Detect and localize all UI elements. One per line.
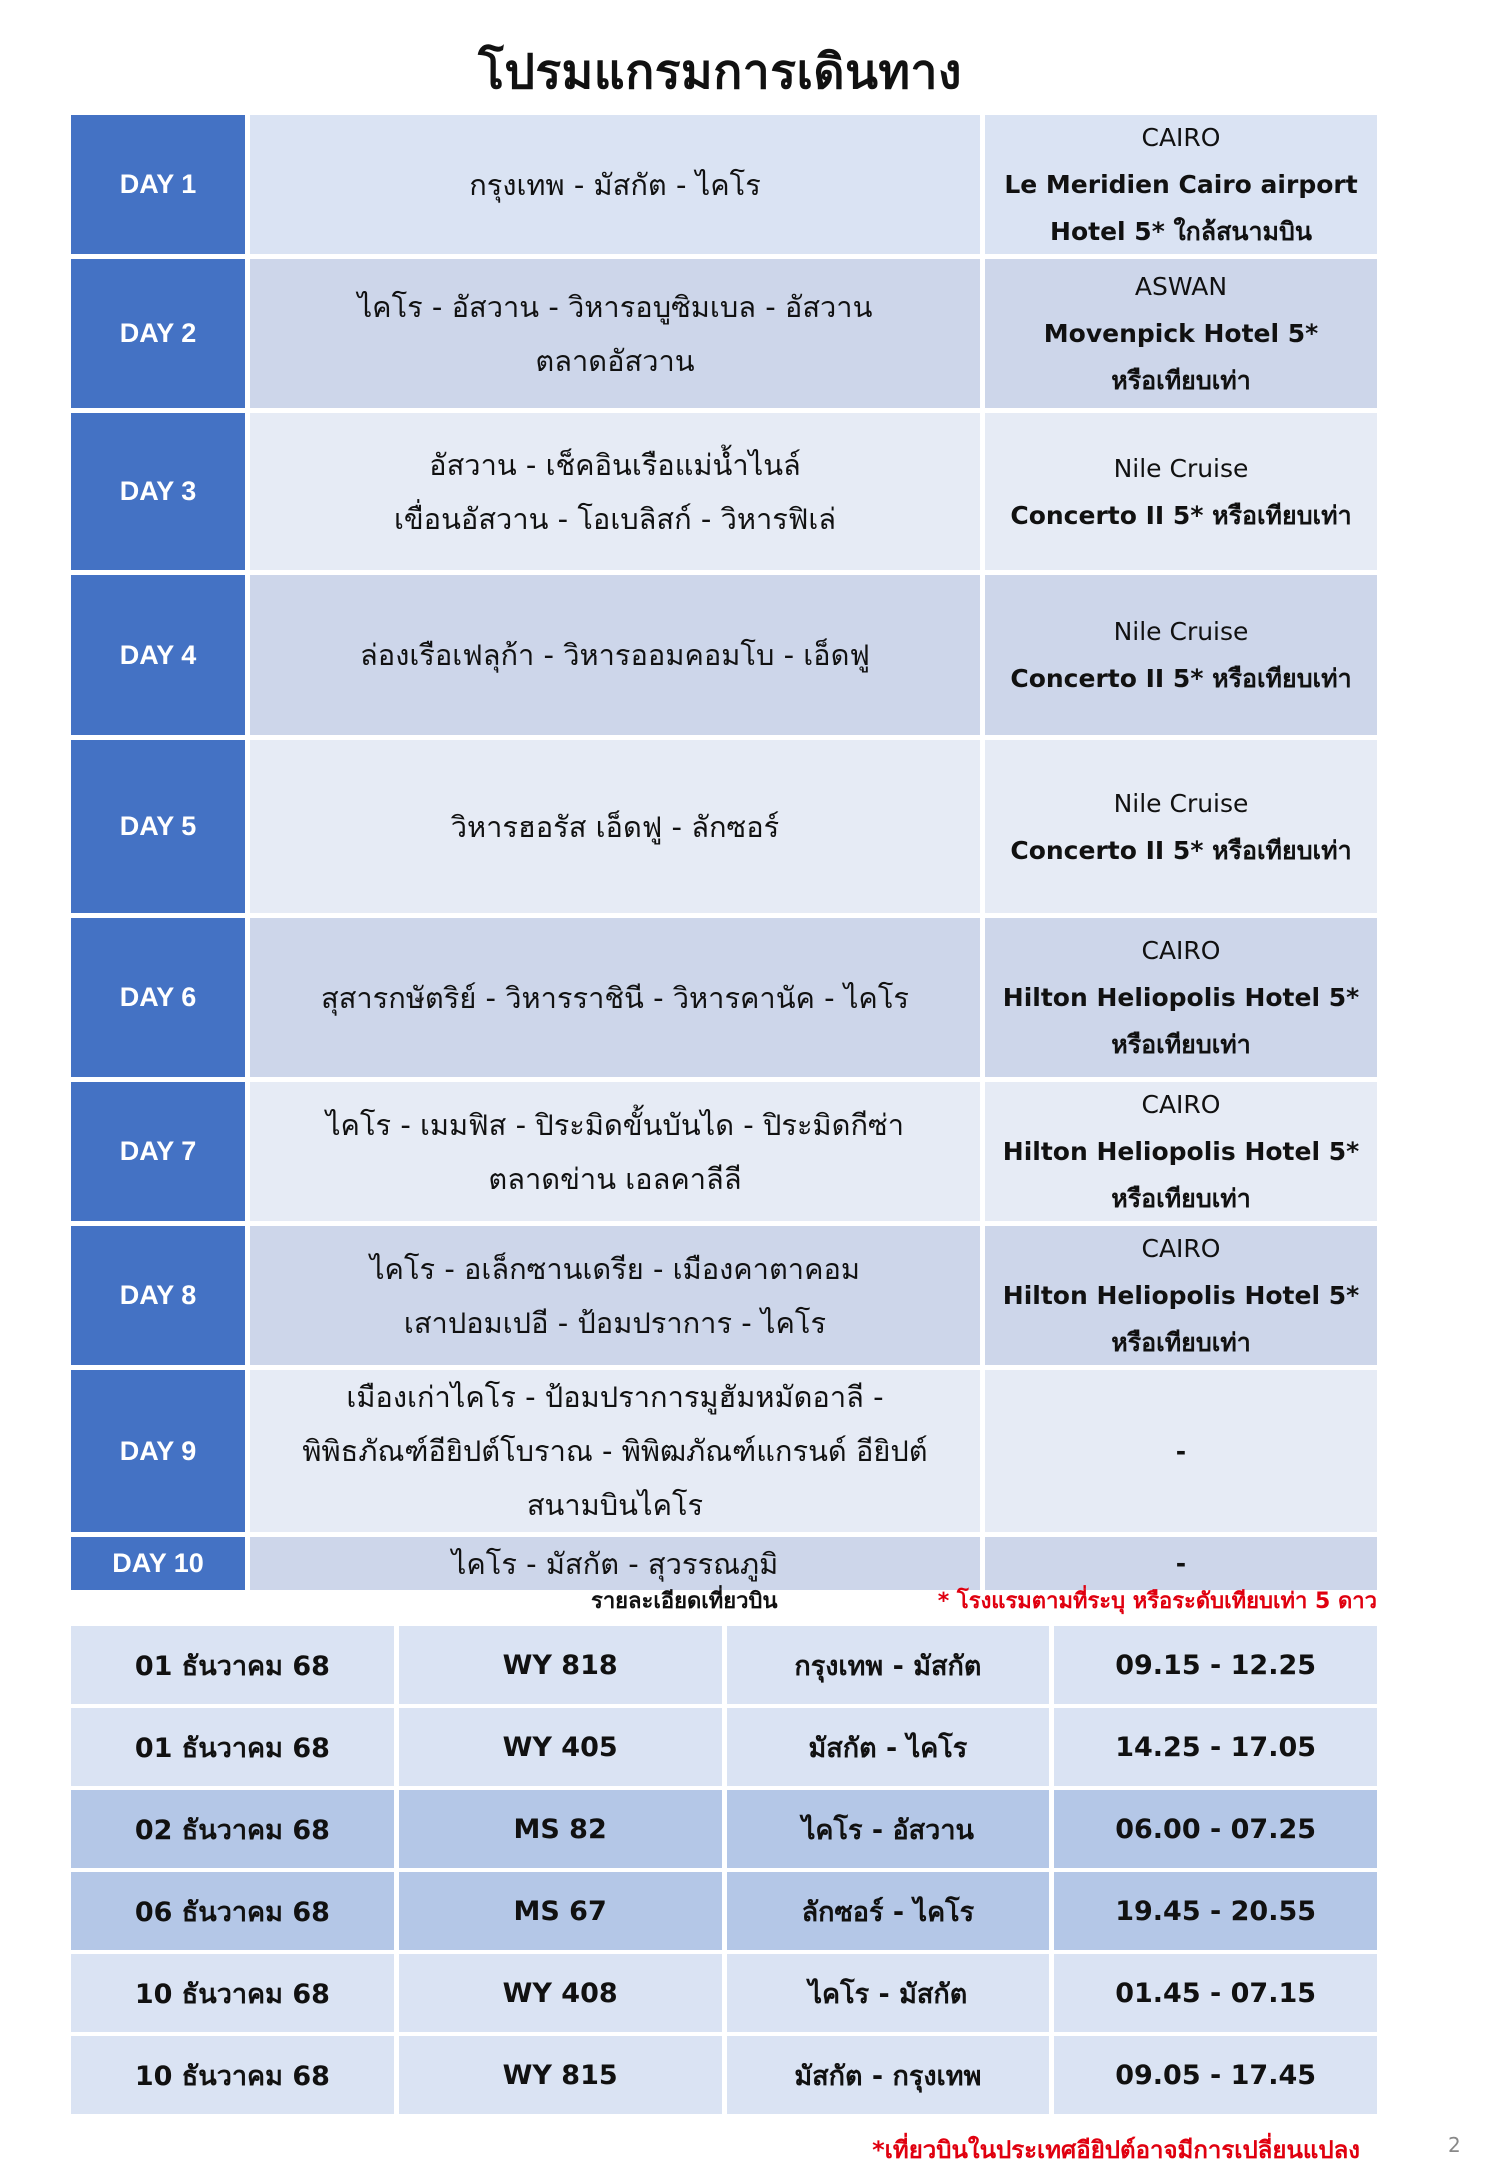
hotel-cell — [985, 1370, 1377, 1532]
hotel-line: Le Meridien Cairo airport — [1004, 170, 1358, 199]
route-line: กรุงเทพ - มัสกัต - ไคโร — [469, 167, 761, 202]
hotel-cell — [985, 575, 1377, 735]
flight-route: ไคโร - มัสกัต — [727, 1954, 1050, 2032]
day-label: DAY 4 — [71, 575, 245, 735]
route-cell — [250, 259, 980, 408]
flight-row — [71, 2036, 1377, 2114]
flight-date: 02 ธันวาคม 68 — [71, 1790, 394, 1868]
flight-table — [71, 1626, 1377, 2118]
route-line: เสาปอมเปอี - ป้อมปราการ - ไคโร — [403, 1305, 827, 1340]
route-cell — [250, 575, 980, 735]
flight-date: 01 ธันวาคม 68 — [71, 1708, 394, 1786]
city-name: CAIRO — [1141, 123, 1221, 152]
hotel-line: Hilton Heliopolis Hotel 5* — [1002, 983, 1360, 1012]
flight-row — [71, 1708, 1377, 1786]
city-name: CAIRO — [1141, 1090, 1221, 1119]
route-line: พิพิธภัณฑ์อียิปต์โบราณ - พิพิฒภัณฑ์แกรนด์ อียิปต์ — [302, 1434, 928, 1468]
hotel-line: Concerto II 5* หรือเทียบเท่า — [1010, 664, 1352, 693]
flight-route: กรุงเทพ - มัสกัต — [727, 1626, 1050, 1704]
hotel-line: - — [1175, 1549, 1187, 1578]
hotel-line: หรือเทียบเท่า — [1111, 1030, 1251, 1059]
flight-number: WY 818 — [399, 1626, 722, 1704]
hotel-line: Hotel 5* ใกล้สนามบิน — [1050, 217, 1312, 246]
flight-time: 09.05 - 17.45 — [1054, 2036, 1377, 2114]
itinerary-row — [71, 115, 1377, 254]
route-cell — [250, 413, 980, 570]
flight-row — [71, 1954, 1377, 2032]
itinerary-row — [71, 1082, 1377, 1221]
route-line: ไคโร - เมมฟิส - ปิระมิดขั้นบันได - ปิระมิดกีซ่า — [325, 1107, 905, 1142]
flight-date: 01 ธันวาคม 68 — [71, 1626, 394, 1704]
route-cell — [250, 1226, 980, 1365]
hotel-line: - — [1175, 1436, 1187, 1466]
route-cell — [250, 115, 980, 254]
day-label: DAY 7 — [71, 1082, 245, 1221]
flight-section-label: รายละเอียดเที่ยวบิน — [591, 1589, 778, 1614]
flight-date: 10 ธันวาคม 68 — [71, 2036, 394, 2114]
flight-time: 09.15 - 12.25 — [1054, 1626, 1377, 1704]
city-name: CAIRO — [1141, 936, 1221, 965]
hotel-note: * โรงแรมตามที่ระบุ หรือระดับเทียบเท่า 5 ดาว — [937, 1589, 1377, 1614]
city-name: Nile Cruise — [1113, 617, 1249, 646]
hotel-cell — [985, 115, 1377, 254]
day-label: DAY 9 — [71, 1370, 245, 1532]
hotel-line: หรือเทียบเท่า — [1111, 1328, 1251, 1357]
flight-number: MS 67 — [399, 1872, 722, 1950]
flight-route: ลักซอร์ - ไคโร — [727, 1872, 1050, 1950]
route-line: เมืองเก่าไคโร - ป้อมปราการมูฮัมหมัดอาลี - — [346, 1380, 884, 1414]
hotel-line: หรือเทียบเท่า — [1111, 366, 1251, 395]
route-cell — [250, 1370, 980, 1532]
flight-route: มัสกัต - ไคโร — [727, 1708, 1050, 1786]
itinerary-row — [71, 413, 1377, 570]
hotel-cell — [985, 413, 1377, 570]
hotel-line: Concerto II 5* หรือเทียบเท่า — [1010, 835, 1352, 865]
route-line: สนามบินไคโร — [526, 1488, 704, 1522]
route-cell — [250, 918, 980, 1077]
flight-time: 01.45 - 07.15 — [1054, 1954, 1377, 2032]
flight-time: 19.45 - 20.55 — [1054, 1872, 1377, 1950]
flight-time: 06.00 - 07.25 — [1054, 1790, 1377, 1868]
page-title: โปรมแกรมการเดินทาง — [478, 44, 962, 100]
route-cell — [250, 740, 980, 913]
flight-route: มัสกัต - กรุงเทพ — [727, 2036, 1050, 2114]
route-line: วิหารฮอรัส เอ็ดฟู - ลักซอร์ — [450, 809, 780, 844]
hotel-line: Movenpick Hotel 5* — [1043, 319, 1319, 348]
flight-number: WY 815 — [399, 2036, 722, 2114]
flight-time: 14.25 - 17.05 — [1054, 1708, 1377, 1786]
itinerary-row — [71, 918, 1377, 1077]
itinerary-row — [71, 575, 1377, 735]
flight-number: MS 82 — [399, 1790, 722, 1868]
flight-row — [71, 1790, 1377, 1868]
day-label: DAY 2 — [71, 259, 245, 408]
hotel-line: หรือเทียบเท่า — [1111, 1184, 1251, 1213]
route-line: ตลาดข่าน เอลคาลีลี — [488, 1161, 742, 1196]
hotel-cell — [985, 259, 1377, 408]
route-line: เขื่อนอัสวาน - โอเบลิสก์ - วิหารฟิเล่ — [393, 501, 837, 536]
hotel-line: Concerto II 5* หรือเทียบเท่า — [1010, 500, 1352, 530]
route-cell — [250, 1082, 980, 1221]
city-name: ASWAN — [1134, 272, 1228, 301]
itinerary-row — [71, 259, 1377, 408]
itinerary-row — [71, 1226, 1377, 1365]
route-line: ไคโร - อัสวาน - วิหารอบูซิมเบล - อัสวาน — [357, 289, 873, 324]
route-line: ล่องเรือเฟลุก้า - วิหารออมคอมโบ - เอ็ดฟู — [360, 638, 870, 672]
day-label: DAY 3 — [71, 413, 245, 570]
city-name: CAIRO — [1141, 1234, 1221, 1263]
day-label: DAY 1 — [71, 115, 245, 254]
city-name: Nile Cruise — [1113, 788, 1249, 818]
route-line: ตลาดอัสวาน — [535, 343, 695, 378]
day-label: DAY 6 — [71, 918, 245, 1077]
flight-route: ไคโร - อัสวาน — [727, 1790, 1050, 1868]
flight-number: WY 405 — [399, 1708, 722, 1786]
day-label: DAY 8 — [71, 1226, 245, 1365]
hotel-line: Hilton Heliopolis Hotel 5* — [1002, 1281, 1360, 1310]
day-label: DAY 5 — [71, 740, 245, 913]
itinerary-row — [71, 1370, 1377, 1532]
page-number: 2 — [1448, 2133, 1461, 2157]
hotel-cell — [985, 918, 1377, 1077]
flight-number: WY 408 — [399, 1954, 722, 2032]
hotel-cell — [985, 1082, 1377, 1221]
flight-date: 10 ธันวาคม 68 — [71, 1954, 394, 2032]
day-label: DAY 10 — [71, 1537, 245, 1590]
route-line: สุสารกษัตริย์ - วิหารราชินี - วิหารคานัค - ไคโร — [321, 980, 909, 1015]
flight-change-note: *เที่ยวบินในประเทศอียิปต์อาจมีการเปลี่ยนแปลง — [872, 2136, 1360, 2164]
route-line: ไคโร - อเล็กซานเดรีย - เมืองคาตาคอม — [369, 1251, 861, 1286]
hotel-cell — [985, 1226, 1377, 1365]
flight-row — [71, 1626, 1377, 1704]
hotel-cell — [985, 740, 1377, 913]
city-name: Nile Cruise — [1113, 453, 1249, 483]
itinerary-table — [71, 115, 1377, 1595]
itinerary-row — [71, 740, 1377, 913]
flight-date: 06 ธันวาคม 68 — [71, 1872, 394, 1950]
route-line: ไคโร - มัสกัต - สุวรรณภูมิ — [451, 1546, 779, 1581]
hotel-line: Hilton Heliopolis Hotel 5* — [1002, 1137, 1360, 1166]
flight-row — [71, 1872, 1377, 1950]
notes-row — [71, 1583, 1377, 1615]
route-line: อัสวาน - เช็คอินเรือแม่น้ำไนล์ — [429, 447, 801, 482]
